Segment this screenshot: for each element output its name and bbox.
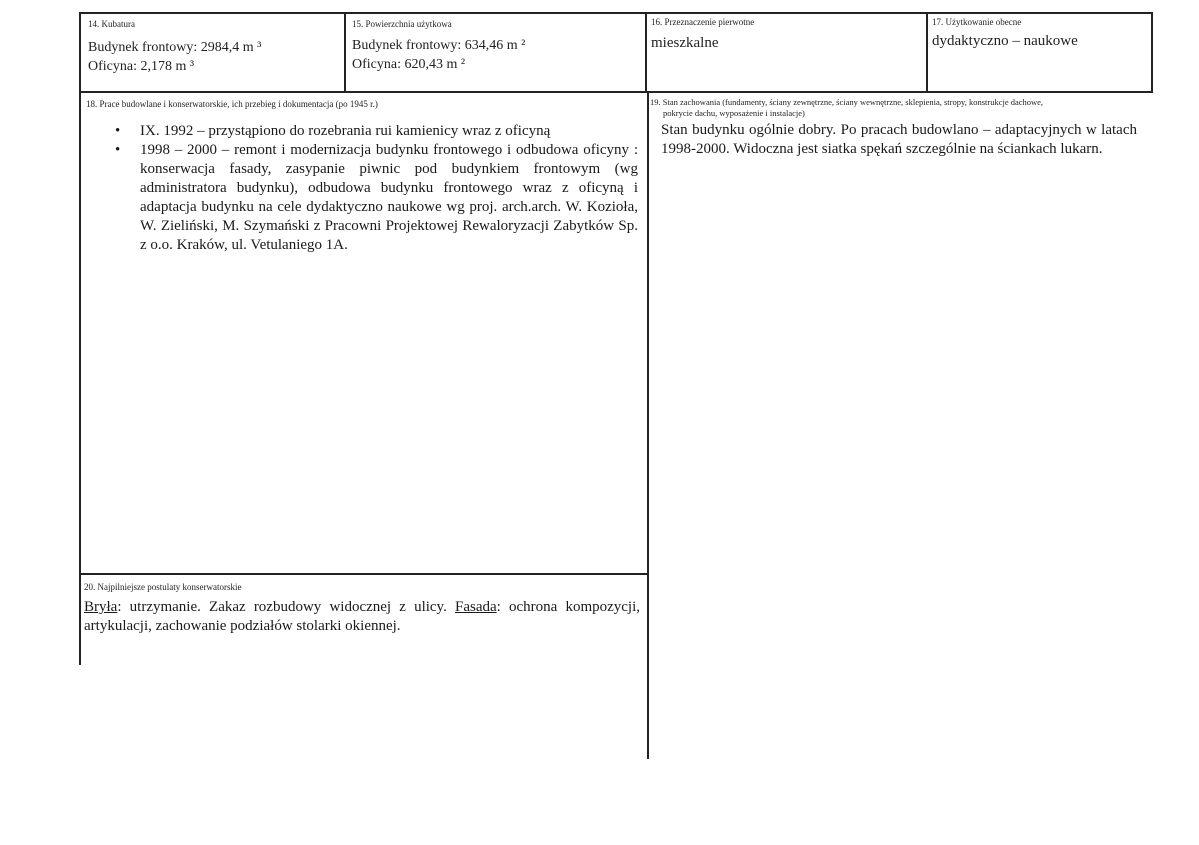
powierzchnia-building-value: Budynek frontowy: 634,46 m ²: [352, 38, 526, 53]
stan-label-line2: pokrycie dachu, wyposażenie i instalacje): [663, 108, 805, 118]
stan-text: Stan budynku ogólnie dobry. Po pracach budowlano – adaptacyjnych w latach 1998-2000. Widoczna jest siatka spękań szczególnie na ściankach lukarn.: [661, 122, 1137, 157]
postulaty-label: 20. Najpilniejsze postulaty konserwatorskie: [84, 582, 242, 592]
row1-bottom-border: [79, 91, 1153, 93]
row2-bottom-border: [79, 573, 649, 575]
uzytkowanie-label: 17. Użytkowanie obecne: [932, 17, 1022, 27]
fasada-text: : ochrona kompozycji, artykulacji, zachowanie podziałów stolarki okiennej.: [84, 599, 641, 634]
przeznaczenie-label: 16. Przeznaczenie pierwotne: [651, 17, 755, 27]
table-left-border-lower: [79, 93, 81, 665]
table-right-border: [1151, 12, 1153, 93]
term-bryla: Bryła: [84, 599, 118, 615]
kubatura-building-value: Budynek frontowy: 2984,4 m ³: [88, 40, 262, 55]
table-top-border: [79, 12, 1153, 14]
powierzchnia-label: 15. Powierzchnia użytkowa: [352, 19, 452, 29]
stan-label-line1: 19. Stan zachowania (fundamenty, ściany zewnętrzne, ściany wewnętrzne, sklepienia, stropy, konstrukcje dachowe,: [650, 97, 1044, 107]
divider-15-16: [645, 12, 647, 93]
divider-16-17: [926, 12, 928, 93]
uzytkowanie-value: dydaktyczno – naukowe: [932, 33, 1078, 49]
term-fasada: Fasada: [455, 599, 497, 615]
bryla-text: : utrzymanie. Zakaz rozbudowy widocznej z ulicy.: [117, 599, 455, 615]
table-left-border: [79, 12, 81, 93]
prace-label: 18. Prace budowlane i konserwatorskie, ich przebieg i dokumentacja (po 1945 r.): [86, 99, 378, 109]
divider-14-15: [344, 12, 346, 93]
postulaty-text: [84, 598, 640, 636]
kubatura-label: 14. Kubatura: [88, 19, 135, 29]
center-divider: [647, 93, 649, 759]
powierzchnia-outbuilding-value: Oficyna: 620,43 m ²: [352, 57, 466, 72]
przeznaczenie-value: mieszkalne: [651, 35, 719, 51]
kubatura-outbuilding-value: Oficyna: 2,178 m ³: [88, 59, 195, 74]
prace-item: • IX. 1992 – przystąpiono do rozebrania rui kamienicy wraz z oficyną: [140, 122, 638, 141]
prace-item: • 1998 – 2000 – remont i modernizacja budynku frontowego i odbudowa oficyny : konserwacja fasady, zasypanie piwnic pod budynkiem frontowym (wg administratora budynku), odbudowa budynku frontowego wraz z oficyną i adaptacja budynku na cele dydaktyczno naukowe wg proj. arch.arch. W. Kozioła, W. Zieliński, M. Szymański z Pracowni Projektowej Rewaloryzacji Zabytków Sp. z o.o. Kraków, ul. Vetulaniego 1A.: [140, 141, 638, 255]
prace-list: [140, 122, 638, 255]
